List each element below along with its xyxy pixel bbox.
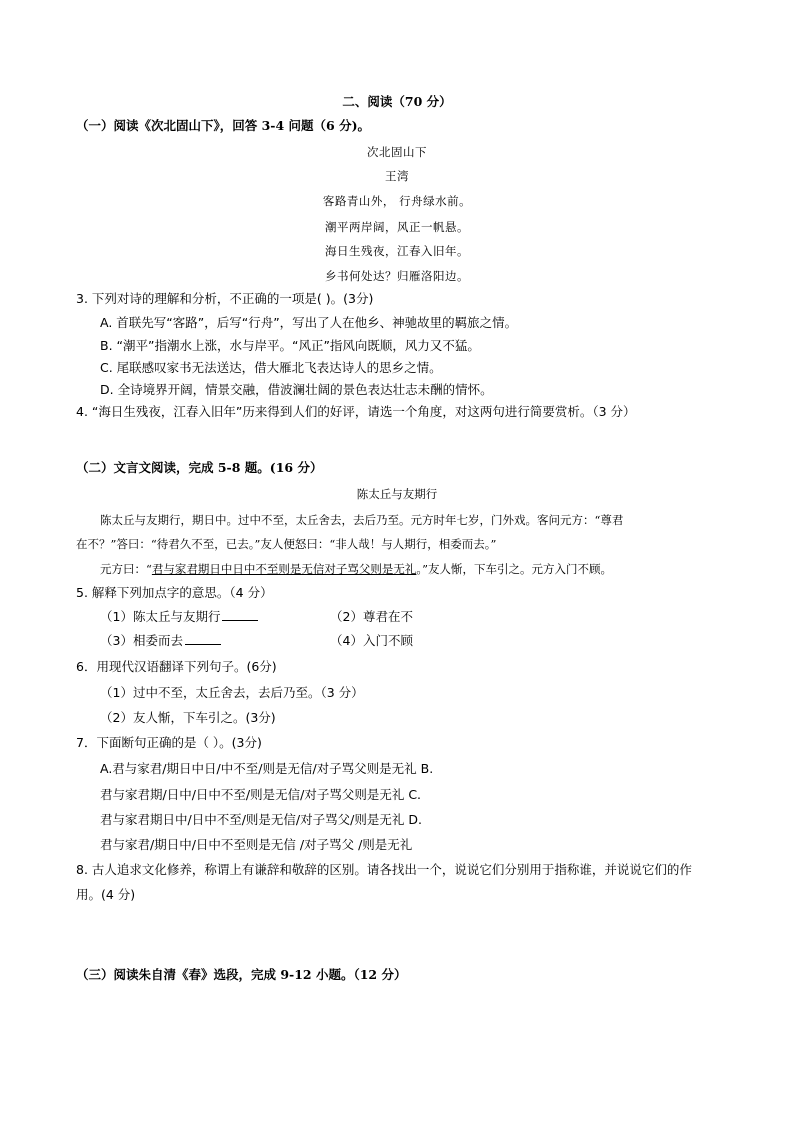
q6-item-2: （2）友人惭，下车引之。(3分) xyxy=(100,710,276,725)
q7-line-4: 君与家君/期日中/日中不至则是无信 /对子骂父 /则是无礼 xyxy=(100,837,413,852)
q8-line-1: 8. 古人追求文化修养，称谓上有谦辞和敬辞的区别。请各找出一个，说说它们分别用于指称谁，并说说它们的作 xyxy=(76,862,692,877)
q5-item-1-text: （1）陈太丘与友期行 xyxy=(100,609,221,624)
q8-line-2: 用。(4 分) xyxy=(76,887,136,902)
poem-line-2: 潮平两岸阔，风正一帆悬。 xyxy=(325,220,469,234)
q7-line-2: 君与家君期/日中/日中不至/则是无信/对子骂父则是无礼 C. xyxy=(100,787,422,802)
wenyan-title: 陈太丘与友期行 xyxy=(356,487,438,501)
poem-author: 王湾 xyxy=(385,169,409,183)
wenyan-para2 xyxy=(100,560,612,578)
q5-item-1 xyxy=(100,608,258,626)
wenyan-para1-line2: 在不？”答曰：“待君久不至，已去。”友人便怒曰：“非人哉！与人期行，相委而去。” xyxy=(76,537,497,551)
q7-line-3: 君与家君期日中/日中不至/则是无信/对子骂父/则是无礼 D. xyxy=(100,812,422,827)
q3-option-b: B. “潮平”指潮水上涨，水与岸平。“风正”指风向既顺，风力又不猛。 xyxy=(100,338,480,353)
part2-heading: （二）文言文阅读，完成 5-8 题。(16 分） xyxy=(76,460,323,475)
wenyan-para1-line1: 陈太丘与友期行，期日中。过中不至，太丘舍去，去后乃至。元方时年七岁，门外戏。客问元方：“尊君 xyxy=(100,513,624,527)
section-title: 二、阅读（70 分） xyxy=(342,94,452,109)
q6-item-1: （1）过中不至，太丘舍去，去后乃至。（3 分） xyxy=(100,685,364,700)
q5-item-4: （4）入门不顾 xyxy=(330,633,413,648)
wenyan-para2-prefix: 元方曰：“ xyxy=(100,562,152,576)
q5-stem: 5. 解释下列加点字的意思。（4 分） xyxy=(76,585,273,600)
poem-title: 次北固山下 xyxy=(367,145,427,159)
q7-stem: 7．下面断句正确的是（ ）。(3分) xyxy=(76,735,262,750)
q4-stem: 4. “海日生残夜，江春入旧年”历来得到人们的好评，请选一个角度，对这两句进行简要赏析。（3 分） xyxy=(76,404,636,419)
q6-stem: 6．用现代汉语翻译下列句子。(6分) xyxy=(76,659,277,674)
wenyan-para2-suffix: 。”友人惭，下车引之。元方入门不顾。 xyxy=(416,562,613,576)
q3-option-c: C. 尾联感叹家书无法送达，借大雁北飞表达诗人的思乡之情。 xyxy=(100,360,442,375)
part3-heading: （三）阅读朱自清《春》选段，完成 9-12 小题。（12 分） xyxy=(76,967,407,982)
poem-line-4: 乡书何处达？归雁洛阳边。 xyxy=(325,269,469,283)
poem-line-1: 客路青山外， 行舟绿水前。 xyxy=(322,194,472,208)
q5-item-3-text: （3）相委而去 xyxy=(100,633,183,648)
wenyan-underlined-sentence: 君与家君期日中日中不至则是无信对子骂父则是无礼 xyxy=(151,562,417,576)
part1-heading: （一）阅读《次北固山下》，回答 3-4 问题（6 分)。 xyxy=(76,118,371,133)
q5-item-2: （2）尊君在不 xyxy=(330,609,413,624)
q3-option-a: A. 首联先写“客路”，后写“行舟”，写出了人在他乡、神驰故里的羁旅之情。 xyxy=(100,315,518,330)
answer-blank[interactable] xyxy=(185,632,221,645)
answer-blank[interactable] xyxy=(222,608,258,621)
q5-item-3 xyxy=(100,632,221,650)
q3-stem: 3. 下列对诗的理解和分析，不正确的一项是( )。(3分) xyxy=(76,291,374,306)
q7-line-1: A.君与家君/期日中日/中不至/则是无信/对子骂父则是无礼 B. xyxy=(100,761,434,776)
q3-option-d: D. 全诗境界开阔，情景交融，借波澜壮阔的景色表达壮志未酬的情怀。 xyxy=(100,382,493,397)
poem-line-3: 海日生残夜，江春入旧年。 xyxy=(325,244,469,258)
